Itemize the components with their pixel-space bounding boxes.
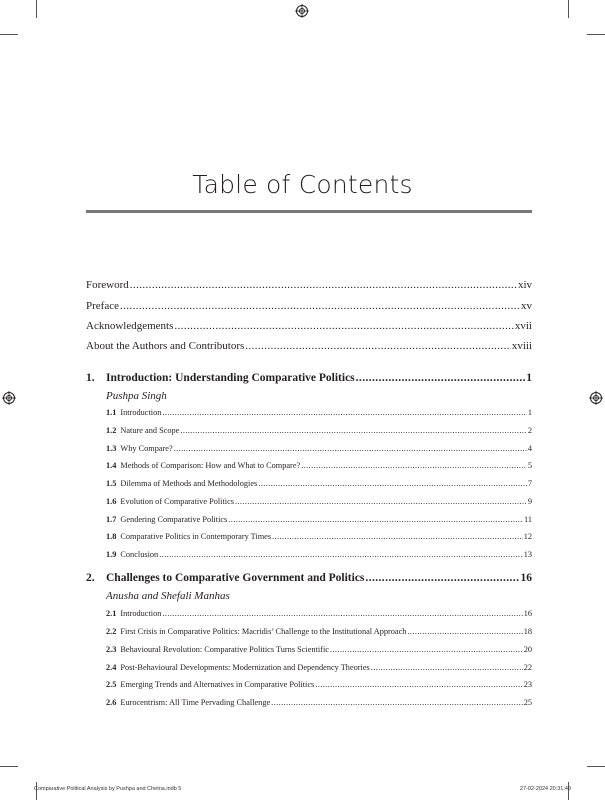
title-rule — [86, 210, 532, 213]
chapter-title: Challenges to Comparative Government and Politics — [106, 572, 365, 584]
toc-section-2-1[interactable] — [106, 609, 532, 618]
leader-dots — [301, 461, 527, 470]
toc-entry-preface[interactable] — [86, 300, 532, 312]
chapter-number: 2. — [86, 572, 95, 584]
crop-mark — [587, 34, 605, 35]
section-number: 1.5 — [106, 479, 117, 488]
section-title: Eurocentrism: All Time Pervading Challenge — [120, 698, 271, 707]
section-page: 18 — [523, 627, 532, 636]
toc-section-1-8[interactable] — [106, 532, 532, 541]
section-title: Methods of Comparison: How and What to Compare? — [120, 461, 301, 470]
toc-entry-page: xviii — [511, 340, 532, 352]
toc-section-2-5[interactable] — [106, 680, 532, 689]
chapter-number: 1. — [86, 372, 95, 384]
section-number: 1.6 — [106, 497, 117, 506]
section-title: Conclusion — [120, 550, 159, 559]
crop-mark — [568, 0, 569, 18]
section-title: Why Compare? — [120, 444, 173, 453]
toc-section-1-3[interactable] — [106, 444, 532, 453]
section-number: 1.3 — [106, 444, 117, 453]
chapter-author: Pushpa Singh — [106, 390, 167, 402]
leader-dots — [258, 479, 527, 488]
registration-mark-icon — [2, 391, 16, 405]
chapter-title: Introduction: Understanding Comparative Politics — [106, 372, 355, 384]
section-page: 16 — [523, 609, 532, 618]
toc-entry-acknowledgements[interactable] — [86, 320, 532, 332]
toc-section-1-7[interactable] — [106, 515, 532, 524]
toc-section-2-2[interactable] — [106, 627, 532, 636]
section-page: 12 — [523, 532, 532, 541]
section-number: 1.4 — [106, 461, 117, 470]
page-title: Table of Contents — [192, 170, 413, 199]
toc-chapter-1[interactable] — [86, 372, 532, 384]
print-slug-filename: Comparative Political Analysis by Pushpa and Chetna.indb 5 — [34, 786, 182, 792]
section-number: 2.4 — [106, 663, 117, 672]
leader-dots — [174, 444, 527, 453]
section-title: Introduction — [120, 408, 162, 417]
leader-dots — [159, 550, 523, 559]
toc-section-1-2[interactable] — [106, 426, 532, 435]
chapter-page: 16 — [520, 572, 532, 584]
leader-dots — [330, 645, 523, 654]
registration-mark-icon — [295, 4, 309, 18]
section-number: 2.5 — [106, 680, 117, 689]
registration-mark-icon — [589, 391, 603, 405]
section-title: Gendering Comparative Politics — [120, 515, 228, 524]
section-title: First Crisis in Comparative Politics: Macridis’ Challenge to the Institutional Approach — [120, 627, 407, 636]
leader-dots — [272, 532, 523, 541]
toc-entry-label: Preface — [86, 300, 119, 312]
leader-dots — [356, 372, 526, 384]
section-title: Introduction — [120, 609, 162, 618]
section-number: 2.6 — [106, 698, 117, 707]
leader-dots — [371, 663, 523, 672]
section-number: 1.9 — [106, 550, 117, 559]
toc-chapter-2[interactable] — [86, 572, 532, 584]
section-number: 1.7 — [106, 515, 117, 524]
chapter-page: 1 — [526, 372, 532, 384]
leader-dots — [162, 408, 526, 417]
toc-entry-label: Foreword — [86, 279, 129, 291]
toc-section-1-5[interactable] — [106, 479, 532, 488]
leader-dots — [271, 698, 523, 707]
section-page: 9 — [527, 497, 532, 506]
toc-entry-about-authors[interactable] — [86, 340, 532, 352]
section-page: 5 — [527, 461, 532, 470]
section-title: Nature and Scope — [120, 426, 180, 435]
leader-dots — [315, 680, 522, 689]
toc-entry-page: xiv — [517, 279, 532, 291]
section-page: 25 — [523, 698, 532, 707]
toc-entry-foreword[interactable] — [86, 279, 532, 291]
section-title: Emerging Trends and Alternatives in Comparative Politics — [120, 680, 315, 689]
section-title: Behavioural Revolution: Comparative Politics Turns Scientific — [120, 645, 329, 654]
toc-entry-label: Acknowledgements — [86, 320, 174, 332]
section-number: 1.1 — [106, 408, 117, 417]
toc-entry-page: xvii — [514, 320, 532, 332]
toc-section-1-1[interactable] — [106, 408, 532, 417]
leader-dots — [228, 515, 523, 524]
section-page: 20 — [523, 645, 532, 654]
section-title: Comparative Politics in Contemporary Times — [120, 532, 272, 541]
leader-dots — [180, 426, 526, 435]
section-title: Post-Behavioural Developments: Modernization and Dependency Theories — [120, 663, 370, 672]
section-title: Dilemma of Methods and Methodologies — [120, 479, 258, 488]
leader-dots — [130, 279, 517, 291]
toc-section-1-9[interactable] — [106, 550, 532, 559]
toc-section-1-6[interactable] — [106, 497, 532, 506]
section-page: 7 — [527, 479, 532, 488]
leader-dots — [245, 340, 511, 352]
section-page: 11 — [524, 515, 532, 524]
section-number: 1.2 — [106, 426, 117, 435]
crop-mark — [36, 0, 37, 18]
leader-dots — [162, 609, 522, 618]
toc-entry-page: xv — [521, 300, 532, 312]
leader-dots — [365, 572, 519, 584]
toc-section-2-6[interactable] — [106, 698, 532, 707]
section-page: 23 — [523, 680, 532, 689]
crop-mark — [587, 766, 605, 767]
leader-dots — [235, 497, 527, 506]
section-number: 2.1 — [106, 609, 117, 618]
section-number: 2.2 — [106, 627, 117, 636]
leader-dots — [407, 627, 522, 636]
toc-section-1-4[interactable] — [106, 461, 532, 470]
crop-mark — [0, 766, 18, 767]
section-page: 13 — [523, 550, 532, 559]
leader-dots — [174, 320, 514, 332]
toc-section-2-4[interactable] — [106, 663, 532, 672]
section-number: 2.3 — [106, 645, 117, 654]
section-page: 22 — [523, 663, 532, 672]
toc-entry-label: About the Authors and Contributors — [86, 340, 245, 352]
section-title: Evolution of Comparative Politics — [120, 497, 234, 506]
print-slug-timestamp: 27-02-2024 20:31:49 — [519, 786, 571, 792]
section-page: 1 — [527, 408, 532, 417]
section-page: 2 — [527, 426, 532, 435]
chapter-author: Anusha and Shefali Manhas — [106, 590, 230, 602]
leader-dots — [120, 300, 520, 312]
section-number: 1.8 — [106, 532, 117, 541]
crop-mark — [0, 34, 18, 35]
toc-section-2-3[interactable] — [106, 645, 532, 654]
section-page: 4 — [527, 444, 532, 453]
